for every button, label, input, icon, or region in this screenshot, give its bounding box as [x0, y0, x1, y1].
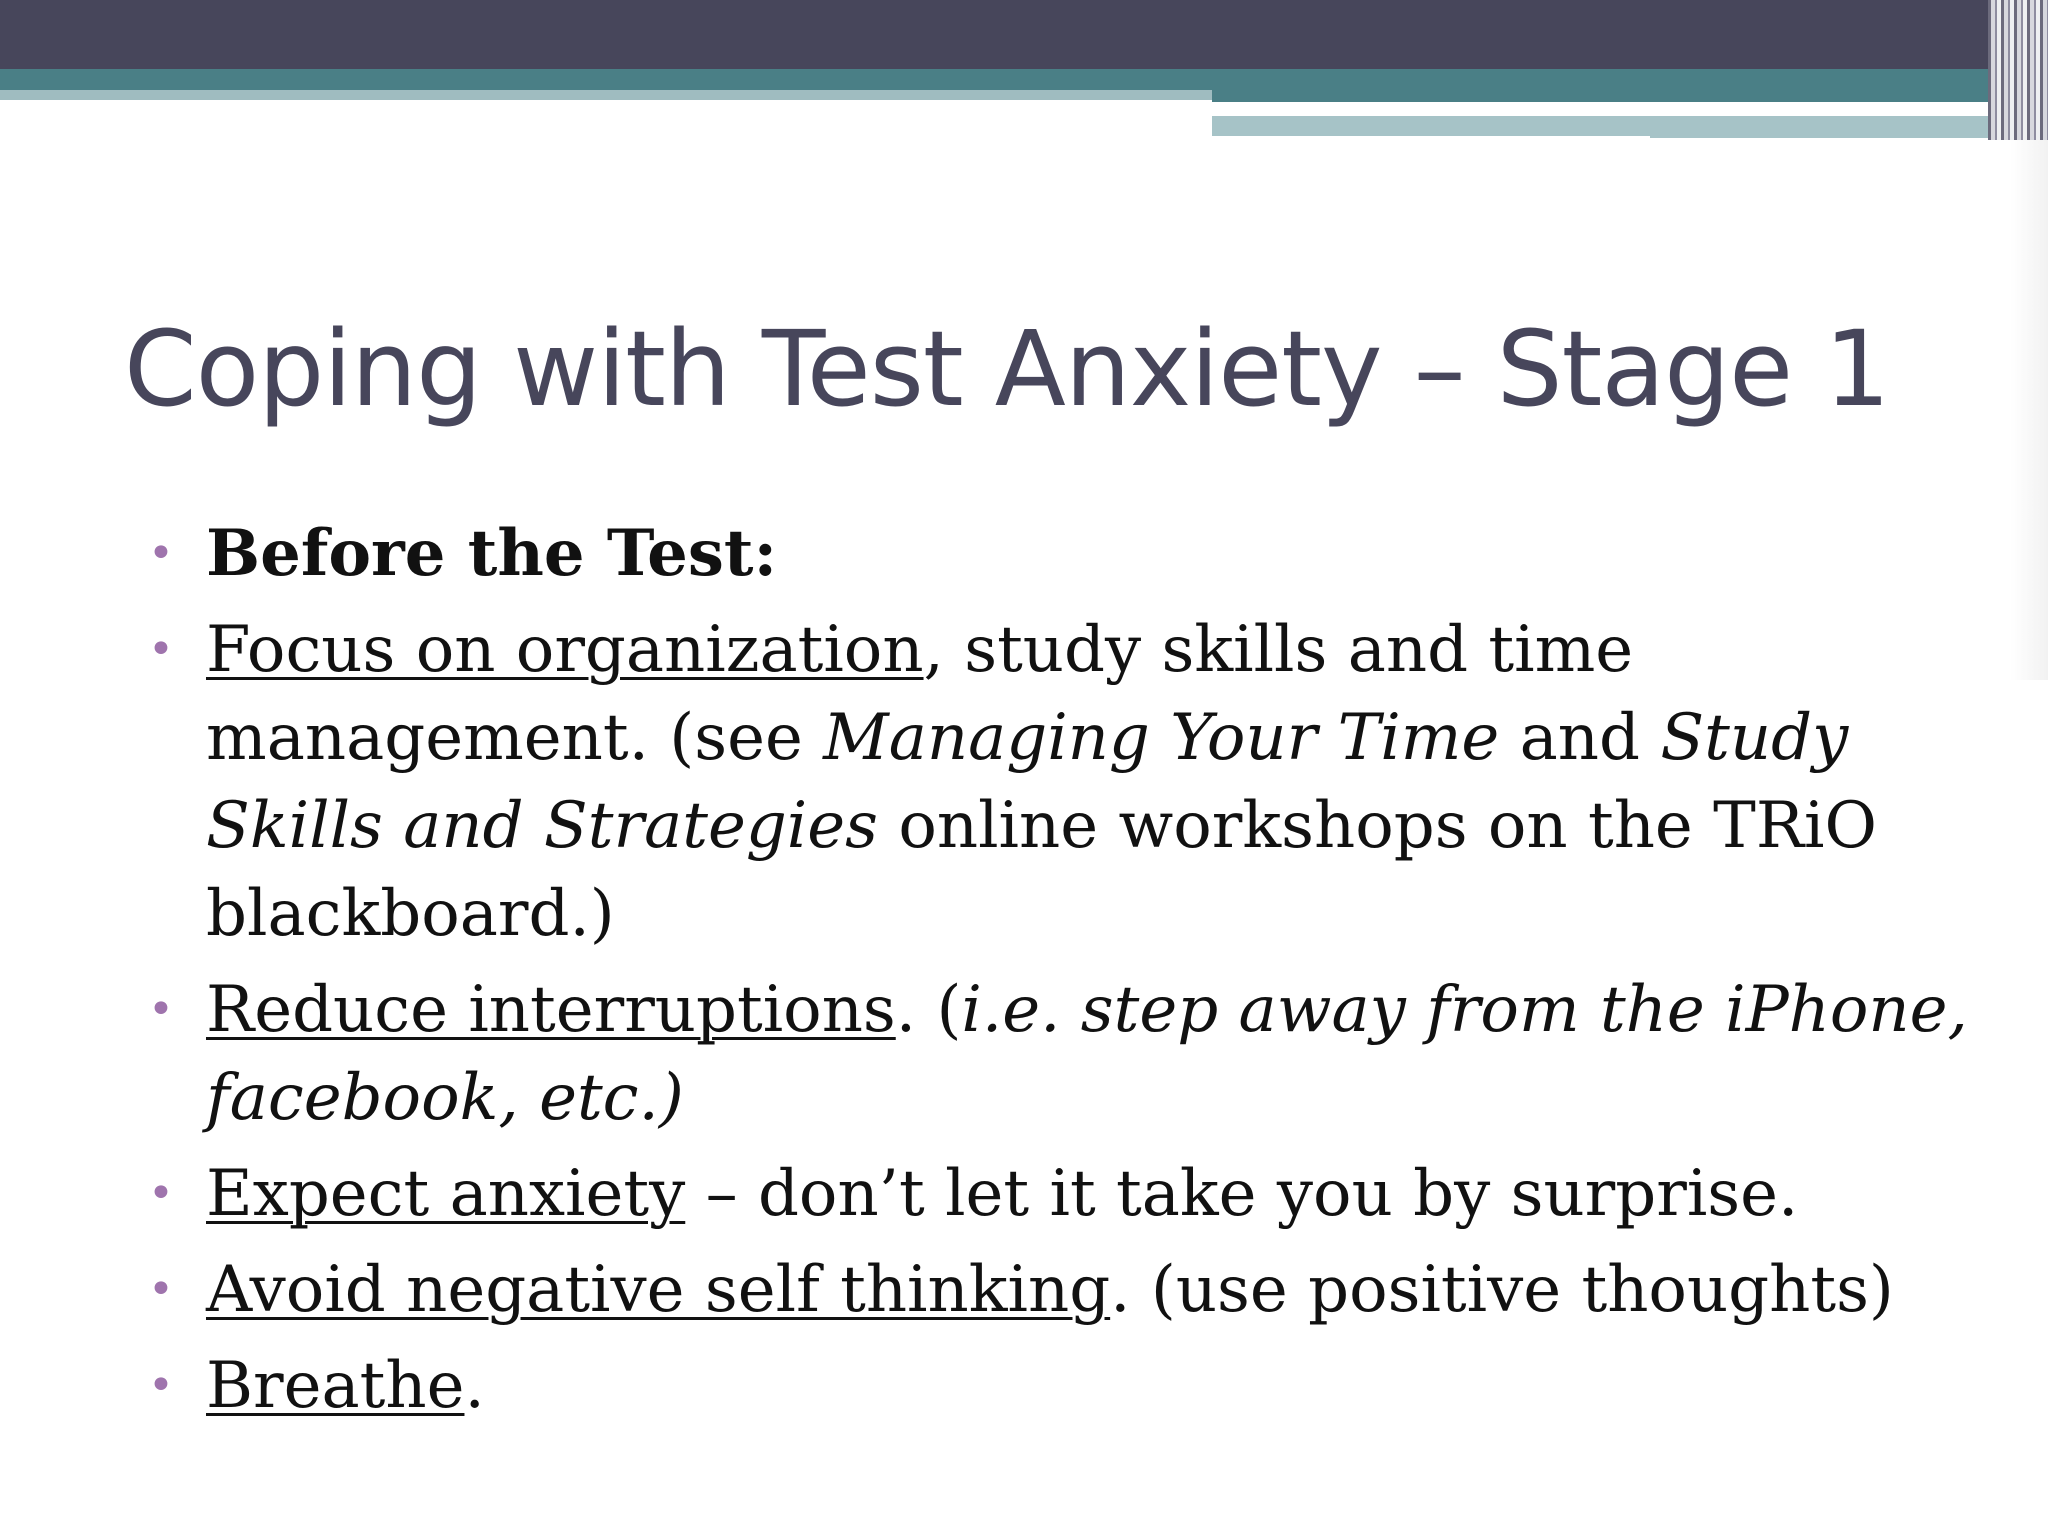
bullet-text: , study skills and time management. (see [206, 613, 1634, 775]
bullet-keyword: Reduce interruptions [206, 973, 896, 1047]
bullet-example: i.e. step away from the iPhone, facebook, etc.) [206, 973, 1968, 1135]
right-edge-shade [2010, 140, 2048, 680]
bullet-item-negative-thinking [148, 1246, 2008, 1334]
bullet-keyword: Expect anxiety [206, 1157, 686, 1231]
header-band-right-light-2 [1650, 132, 1995, 138]
header-band-dark [0, 0, 1988, 69]
bullet-icon: • [148, 1264, 174, 1315]
bullet-list [148, 510, 2008, 1438]
header-band-right-gap [1212, 108, 1897, 114]
slide-title: Coping with Test Anxiety – Stage 1 [124, 308, 1890, 430]
header-stripes [1988, 0, 2048, 140]
bullet-icon: • [148, 528, 174, 579]
bullet-text: . (use positive thoughts) [1110, 1253, 1894, 1327]
bullet-keyword: Focus on organization [206, 613, 924, 687]
bullet-text: – don’t let it take you by surprise. [685, 1157, 1799, 1231]
bullet-icon: • [148, 984, 174, 1035]
bullet-text: and [1499, 701, 1661, 775]
bullet-text: online workshops on the TRiO blackboard.) [206, 789, 1877, 951]
workshop-title: Managing Your Time [823, 701, 1500, 775]
bullet-icon: • [148, 1168, 174, 1219]
bullet-item-interruptions [148, 966, 2008, 1142]
header-band-teal [0, 69, 1995, 90]
bullet-text: Before the Test: [206, 516, 778, 591]
bullet-text: . ( [895, 973, 962, 1047]
bullet-icon: • [148, 624, 174, 675]
header-band-right [1212, 90, 1995, 102]
bullet-item-before-test [148, 510, 2008, 598]
bullet-text: . [464, 1349, 485, 1423]
workshop-title: Study Skills and Strategies [206, 701, 1849, 863]
bullet-item-expect-anxiety [148, 1150, 2008, 1238]
bullet-keyword: Avoid negative self thinking [206, 1253, 1111, 1327]
bullet-icon: • [148, 1360, 174, 1411]
header-band-light [0, 90, 1212, 100]
bullet-item-organization [148, 606, 2008, 958]
bullet-item-breathe [148, 1342, 2008, 1430]
bullet-keyword: Breathe [206, 1349, 465, 1423]
